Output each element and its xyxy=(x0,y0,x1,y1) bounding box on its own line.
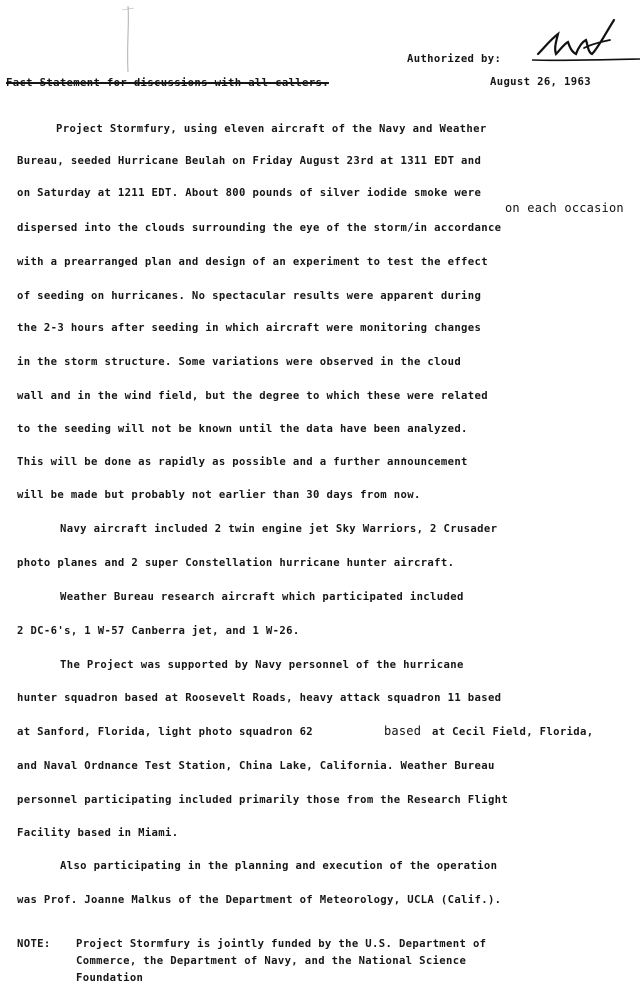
p1-line-1: Project Stormfury, using eleven aircraft of the Navy and Weather xyxy=(56,123,487,135)
p4-line-2: hunter squadron based at Roosevelt Roads, heavy attack squadron 11 based xyxy=(17,692,502,704)
p1-line-11: This will be done as rapidly as possible and a further announcement xyxy=(17,456,468,468)
p5-line-2: was Prof. Joanne Malkus of the Department of Meteorology, UCLA (Calif.). xyxy=(17,894,502,906)
note-line-3: Foundation xyxy=(76,972,144,984)
p1-line-7: the 2-3 hours after seeding in which aircraft were monitoring changes xyxy=(17,322,482,334)
authorized-by-label: Authorized by: xyxy=(407,53,502,65)
p1-line-3: on Saturday at 1211 EDT. About 800 pounds of silver iodide smoke were xyxy=(17,187,482,199)
p3-line-2: 2 DC-6's, 1 W-57 Canberra jet, and 1 W-26. xyxy=(17,625,300,637)
p4-line-6: Facility based in Miami. xyxy=(17,827,179,839)
p1-line-8: in the storm structure. Some variations were observed in the cloud xyxy=(17,356,462,368)
handwritten-insert-each-occasion: on each occasion xyxy=(505,201,624,215)
pencil-mark xyxy=(118,4,138,74)
p2-line-2: photo planes and 2 super Constellation hurricane hunter aircraft. xyxy=(17,557,455,569)
p2-line-1: Navy aircraft included 2 twin engine jet Sky Warriors, 2 Crusader xyxy=(60,523,498,535)
p4-line-4: and Naval Ordnance Test Station, China Lake, California. Weather Bureau xyxy=(17,760,495,772)
p1-line-5: with a prearranged plan and design of an experiment to test the effect xyxy=(17,256,488,268)
p1-line-10: to the seeding will not be known until the data have been analyzed. xyxy=(17,423,468,435)
note-line-1: Project Stormfury is jointly funded by the U.S. Department of xyxy=(76,938,487,950)
p5-line-1: Also participating in the planning and execution of the operation xyxy=(60,860,498,872)
p1-line-9: wall and in the wind field, but the degree to which these were related xyxy=(17,390,488,402)
signature-initials xyxy=(530,14,642,70)
p1-line-2: Bureau, seeded Hurricane Beulah on Friday August 23rd at 1311 EDT and xyxy=(17,155,482,167)
struck-fact-statement: Fact Statement for discussions with all callers. xyxy=(6,77,329,89)
handwritten-insert-based: based xyxy=(384,724,422,738)
p4-line-3b: at Cecil Field, Florida, xyxy=(432,726,594,738)
p1-line-12: will be made but probably not earlier than 30 days from now. xyxy=(17,489,421,501)
p4-line-5: personnel participating included primarily those from the Research Flight xyxy=(17,794,509,806)
note-line-2: Commerce, the Department of Navy, and the National Science xyxy=(76,955,467,967)
p3-line-1: Weather Bureau research aircraft which participated included xyxy=(60,591,464,603)
p1-line-6: of seeding on hurricanes. No spectacular results were apparent during xyxy=(17,290,482,302)
p1-line-4: dispersed into the clouds surrounding the eye of the storm/in accordance xyxy=(17,222,502,234)
note-label: NOTE: xyxy=(17,938,51,950)
document-date: August 26, 1963 xyxy=(490,76,591,88)
p4-line-1: The Project was supported by Navy personnel of the hurricane xyxy=(60,659,464,671)
p4-line-3a: at Sanford, Florida, light photo squadron 62 xyxy=(17,726,314,738)
